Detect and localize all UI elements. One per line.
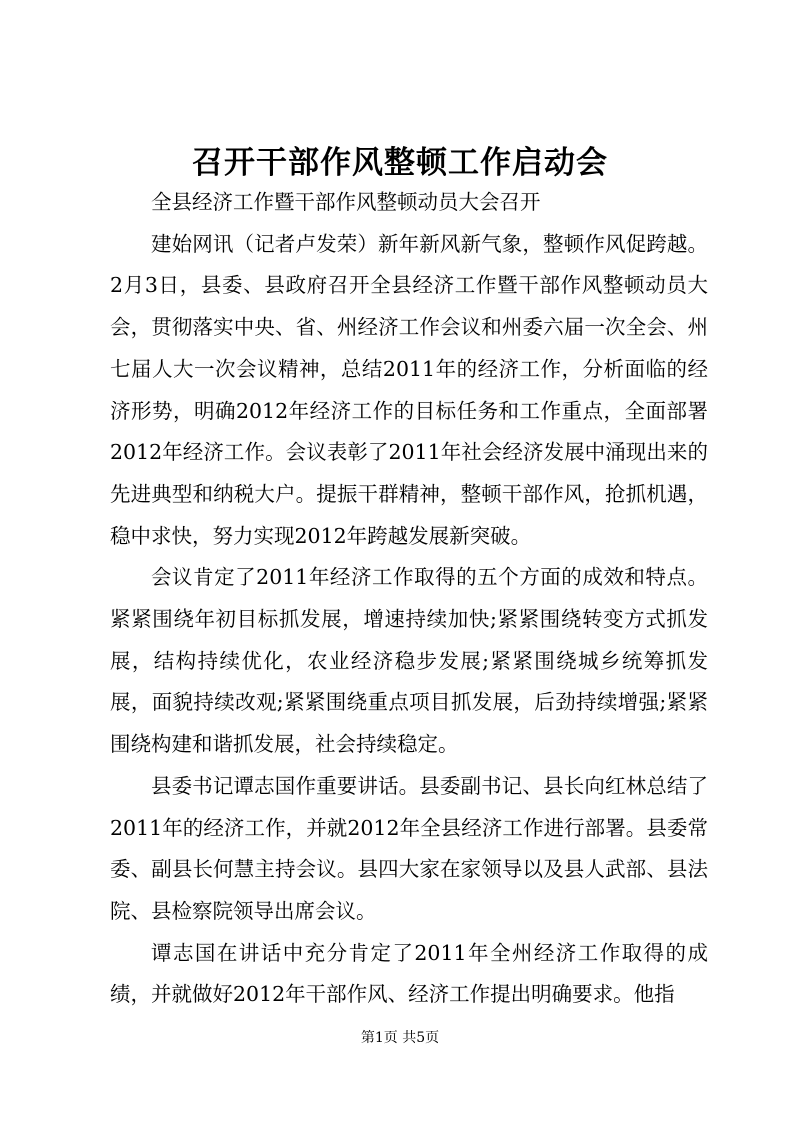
- paragraph: 会议肯定了2011年经济工作取得的五个方面的成效和特点。紧紧围绕年初目标抓发展，增速持续加快;紧紧围绕转变方式抓发展，结构持续优化，农业经济稳步发展;紧紧围绕城乡统筹抓发展，面貌持续改观;紧紧围绕重点项目抓发展，后劲持续增强;紧紧围绕构建和谐抓发展，社会持续稳定。: [110, 565, 708, 757]
- paragraph: 县委书记谭志国作重要讲话。县委副书记、县长向红林总结了2011年的经济工作，并就2012年全县经济工作进行部署。县委常委、副县长何慧主持会议。县四大家在家领导以及县人武部、县法院、县检察院领导出席会议。: [110, 773, 708, 923]
- document-body: [110, 182, 708, 1016]
- document-title: 召开干部作风整顿工作启动会: [192, 145, 608, 181]
- page-number-footer: 第1页 共5页: [360, 1030, 440, 1046]
- paragraph-subtitle: 全县经济工作暨干部作风整顿动员大会召开: [151, 190, 541, 214]
- paragraph: 谭志国在讲话中充分肯定了2011年全州经济工作取得的成绩，并就做好2012年干部作风、经济工作提出明确要求。他指: [110, 940, 708, 1007]
- paragraph: 建始网讯（记者卢发荣）新年新风新气象，整顿作风促跨越。2月3日，县委、县政府召开全县经济工作暨干部作风整顿动员大会，贯彻落实中央、省、州经济工作会议和州委六届一次全会、州七届人大一次会议精神，总结2011年的经济工作，分析面临的经济形势，明确2012年经济工作的目标任务和工作重点，全面部署2012年经济工作。会议表彰了2011年社会经济发展中涌现出来的先进典型和纳税大户。提振干群精神，整顿干部作风，抢抓机遇，稳中求快，努力实现2012年跨越发展新突破。: [110, 231, 708, 548]
